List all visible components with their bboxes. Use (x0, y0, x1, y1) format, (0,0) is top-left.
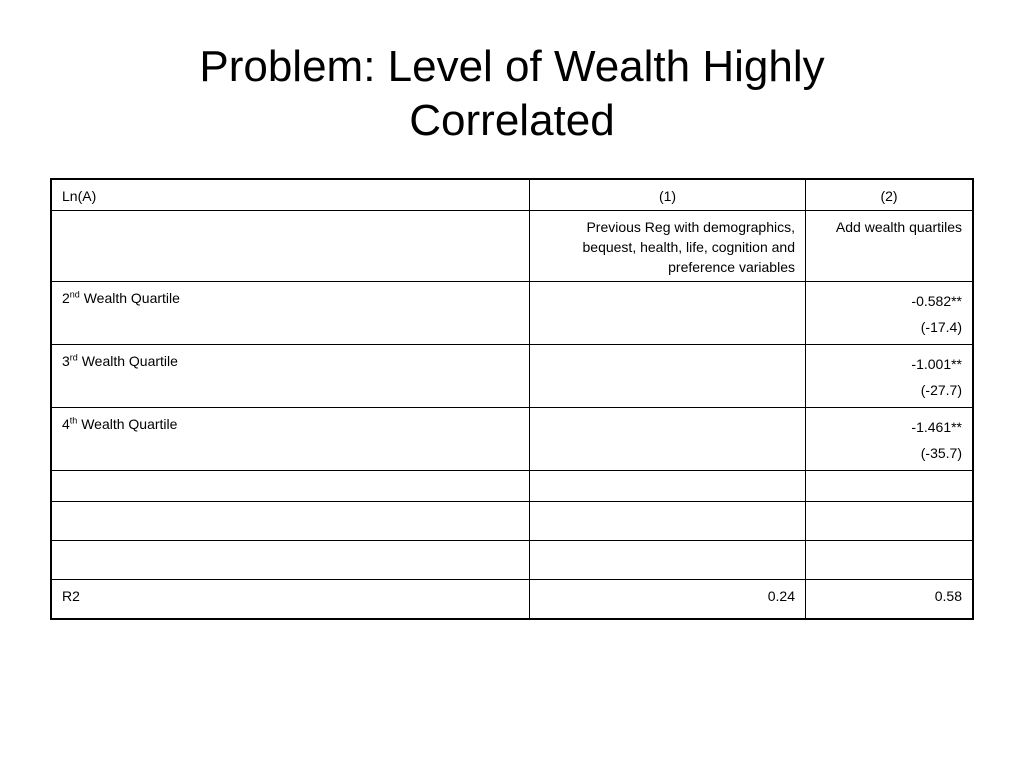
t-statistic-value: (-35.7) (920, 445, 962, 461)
table-row (51, 282, 973, 345)
t-statistic-value: (-27.7) (920, 382, 962, 398)
empty-cell (806, 502, 974, 541)
row-col2-cell (806, 282, 974, 345)
empty-row (51, 502, 973, 541)
row-col1-cell (530, 282, 806, 345)
quartile-number: 3 (62, 353, 70, 369)
header-col1-cell: (1) (530, 179, 806, 211)
empty-cell (530, 541, 806, 580)
quartile-ordinal-suffix: th (69, 415, 78, 426)
slide-title-line-1: Problem: Level of Wealth Highly (199, 42, 825, 91)
empty-cell (51, 541, 530, 580)
row-label-cell (51, 345, 530, 408)
description-row (51, 211, 973, 282)
empty-cell (530, 471, 806, 502)
quartile-number: 4 (62, 416, 70, 432)
empty-cell (51, 502, 530, 541)
empty-cell (530, 502, 806, 541)
row-col1-cell (530, 408, 806, 471)
header-col2-cell: (2) (806, 179, 974, 211)
slide-title (60, 40, 964, 148)
r2-col2-cell: 0.58 (806, 580, 974, 620)
description-col1-cell: Previous Reg with demographics, bequest, health, life, cognition and preference variables (530, 211, 806, 282)
regression-table (50, 178, 974, 620)
coefficient-value: -0.582** (911, 293, 962, 309)
row-col2-cell (806, 345, 974, 408)
r2-label-cell: R2 (51, 580, 530, 620)
header-label-cell: Ln(A) (51, 179, 530, 211)
empty-row (51, 471, 973, 502)
empty-row (51, 541, 973, 580)
quartile-label-text: Wealth Quartile (77, 353, 178, 369)
quartile-label-text: Wealth Quartile (77, 416, 178, 432)
quartile-number: 2 (62, 290, 70, 306)
table-row (51, 408, 973, 471)
quartile-ordinal-suffix: nd (69, 289, 80, 300)
table-header-row (51, 179, 973, 211)
description-col2-cell: Add wealth quartiles (806, 211, 974, 282)
coefficient-value: -1.001** (911, 356, 962, 372)
row-label-cell (51, 408, 530, 471)
r2-row (51, 580, 973, 620)
row-label-cell (51, 282, 530, 345)
slide-title-line-2: Correlated (409, 96, 615, 145)
coefficient-value: -1.461** (911, 419, 962, 435)
description-label-cell (51, 211, 530, 282)
empty-cell (51, 471, 530, 502)
quartile-ordinal-suffix: rd (69, 352, 78, 363)
t-statistic-value: (-17.4) (920, 319, 962, 335)
quartile-label-text: Wealth Quartile (79, 290, 180, 306)
row-col2-cell (806, 408, 974, 471)
row-col1-cell (530, 345, 806, 408)
empty-cell (806, 541, 974, 580)
r2-col1-cell: 0.24 (530, 580, 806, 620)
empty-cell (806, 471, 974, 502)
table-row (51, 345, 973, 408)
